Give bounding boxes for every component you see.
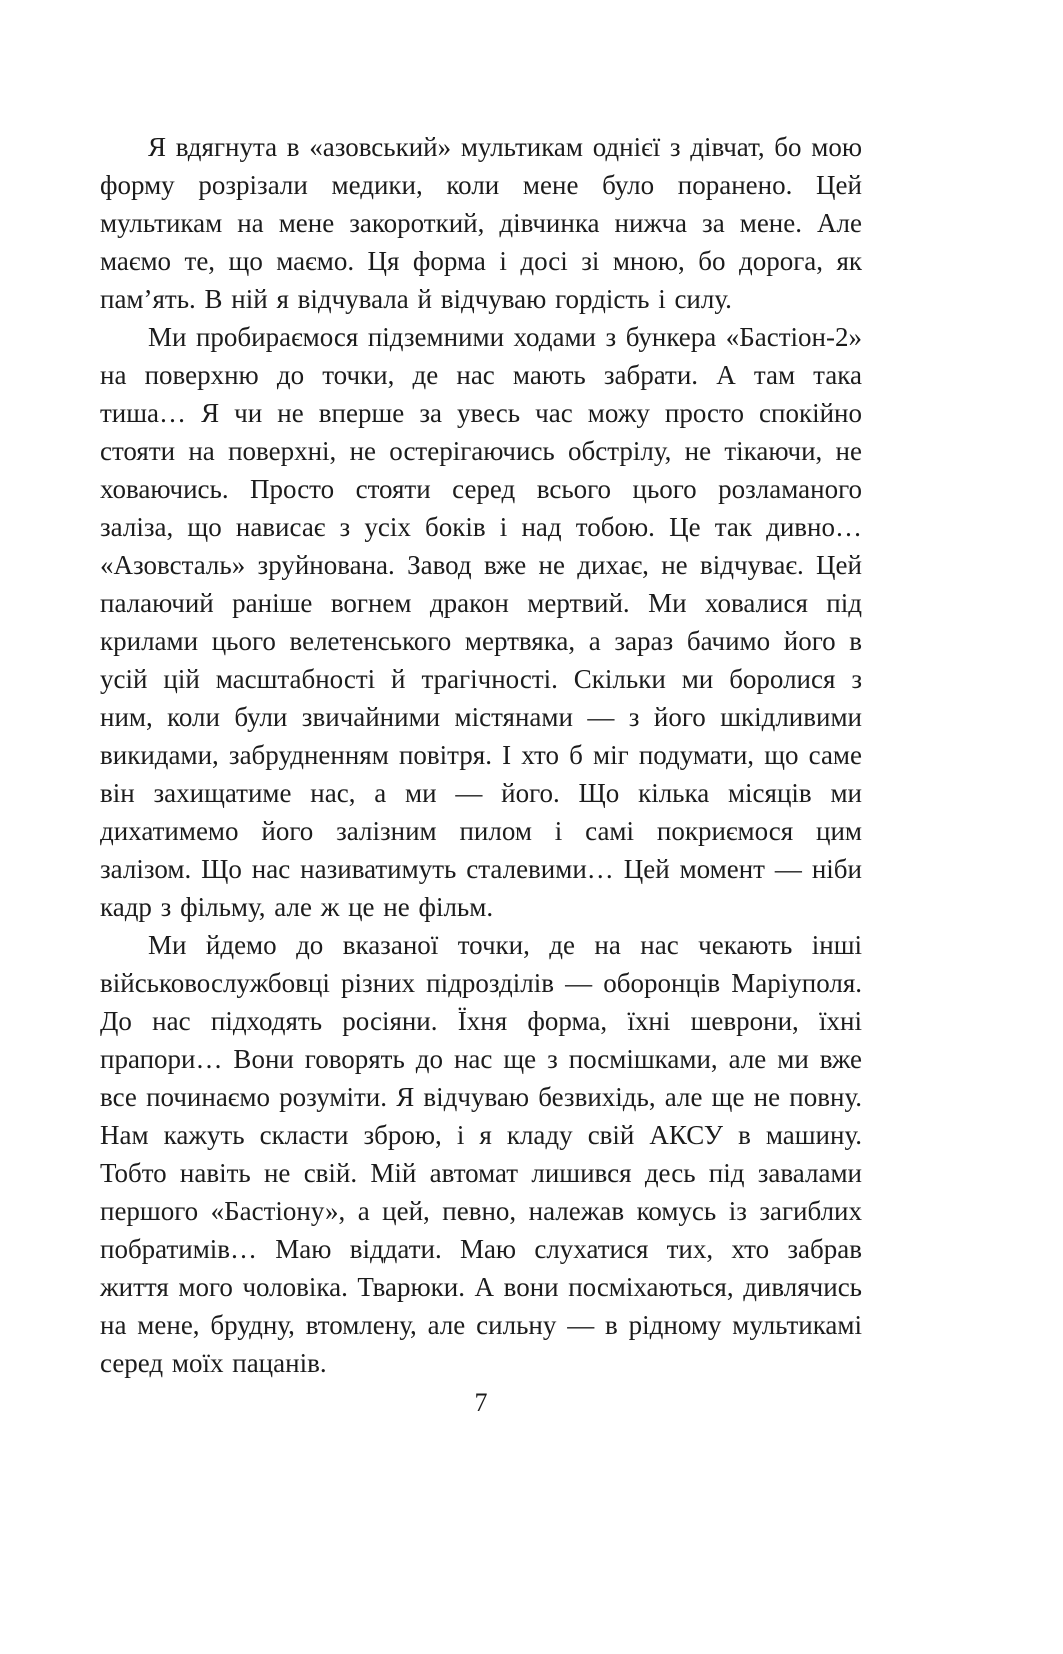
paragraph-1: Я вдягнута в «азовський» мультикам однієї з дівчат, бо мою форму розрізали медики, коли мене було поранено. Цей мультикам на мене закороткий, дівчинка нижча за мене. Але маємо те, що маємо. Ця форма і досі зі мною, бо дорога, як пам’ять. В ній я відчувала й відчуваю гордість і силу. <box>100 132 862 314</box>
paragraph-2: Ми пробираємося підземними ходами з бункера «Бастіон-2» на поверхню до точки, де нас мають забрати. А там така тиша… Я чи не вперше за увесь час можу просто спокійно стояти на поверхні, не остерігаючись обстрілу, не тікаючи, не ховаючись. Просто стояти серед всього цього розламаного заліза, що нависає з усіх боків і над тобою. Це так дивно… «Азовсталь» зруйнована. Завод вже не дихає, не відчуває. Цей палаючий раніше вогнем дракон мертвий. Ми ховалися під крилами цього велетенського мертвяка, а зараз бачимо його в усій цій масштабності й трагічності. Скільки ми боролися з ним, коли були звичайними містянами — з його шкідливими викидами, забрудненням повітря. І хто б міг подумати, що саме він захищатиме нас, а ми — його. Що кілька місяців ми дихатимемо його залізним пилом і самі покриємося цим залізом. Що нас називатимуть сталевими… Цей момент — ніби кадр з фільму, але ж це не фільм. <box>100 322 862 922</box>
page-text-block <box>100 128 862 1382</box>
paragraph-3: Ми йдемо до вказаної точки, де на нас чекають інші військовослужбовці різних підрозділів — оборонців Маріуполя. До нас підходять росіяни. Їхня форма, їхні шеврони, їхні прапори… Вони говорять до нас ще з посмішками, але ми вже все починаємо розуміти. Я відчуваю безвихідь, але ще не повну. Нам кажуть скласти зброю, і я кладу свій АКСУ в машину. Тобто навіть не свій. Мій автомат лишився десь під завалами першого «Бастіону», а цей, певно, належав комусь із загиблих побратимів… Маю віддати. Маю слухатися тих, хто забрав життя мого чоловіка. Тварюки. А вони посміхаються, дивлячись на мене, брудну, втомлену, але сильну — в рідному мультикамі серед моїх пацанів. <box>100 930 862 1378</box>
page-number: 7 <box>474 1388 488 1417</box>
